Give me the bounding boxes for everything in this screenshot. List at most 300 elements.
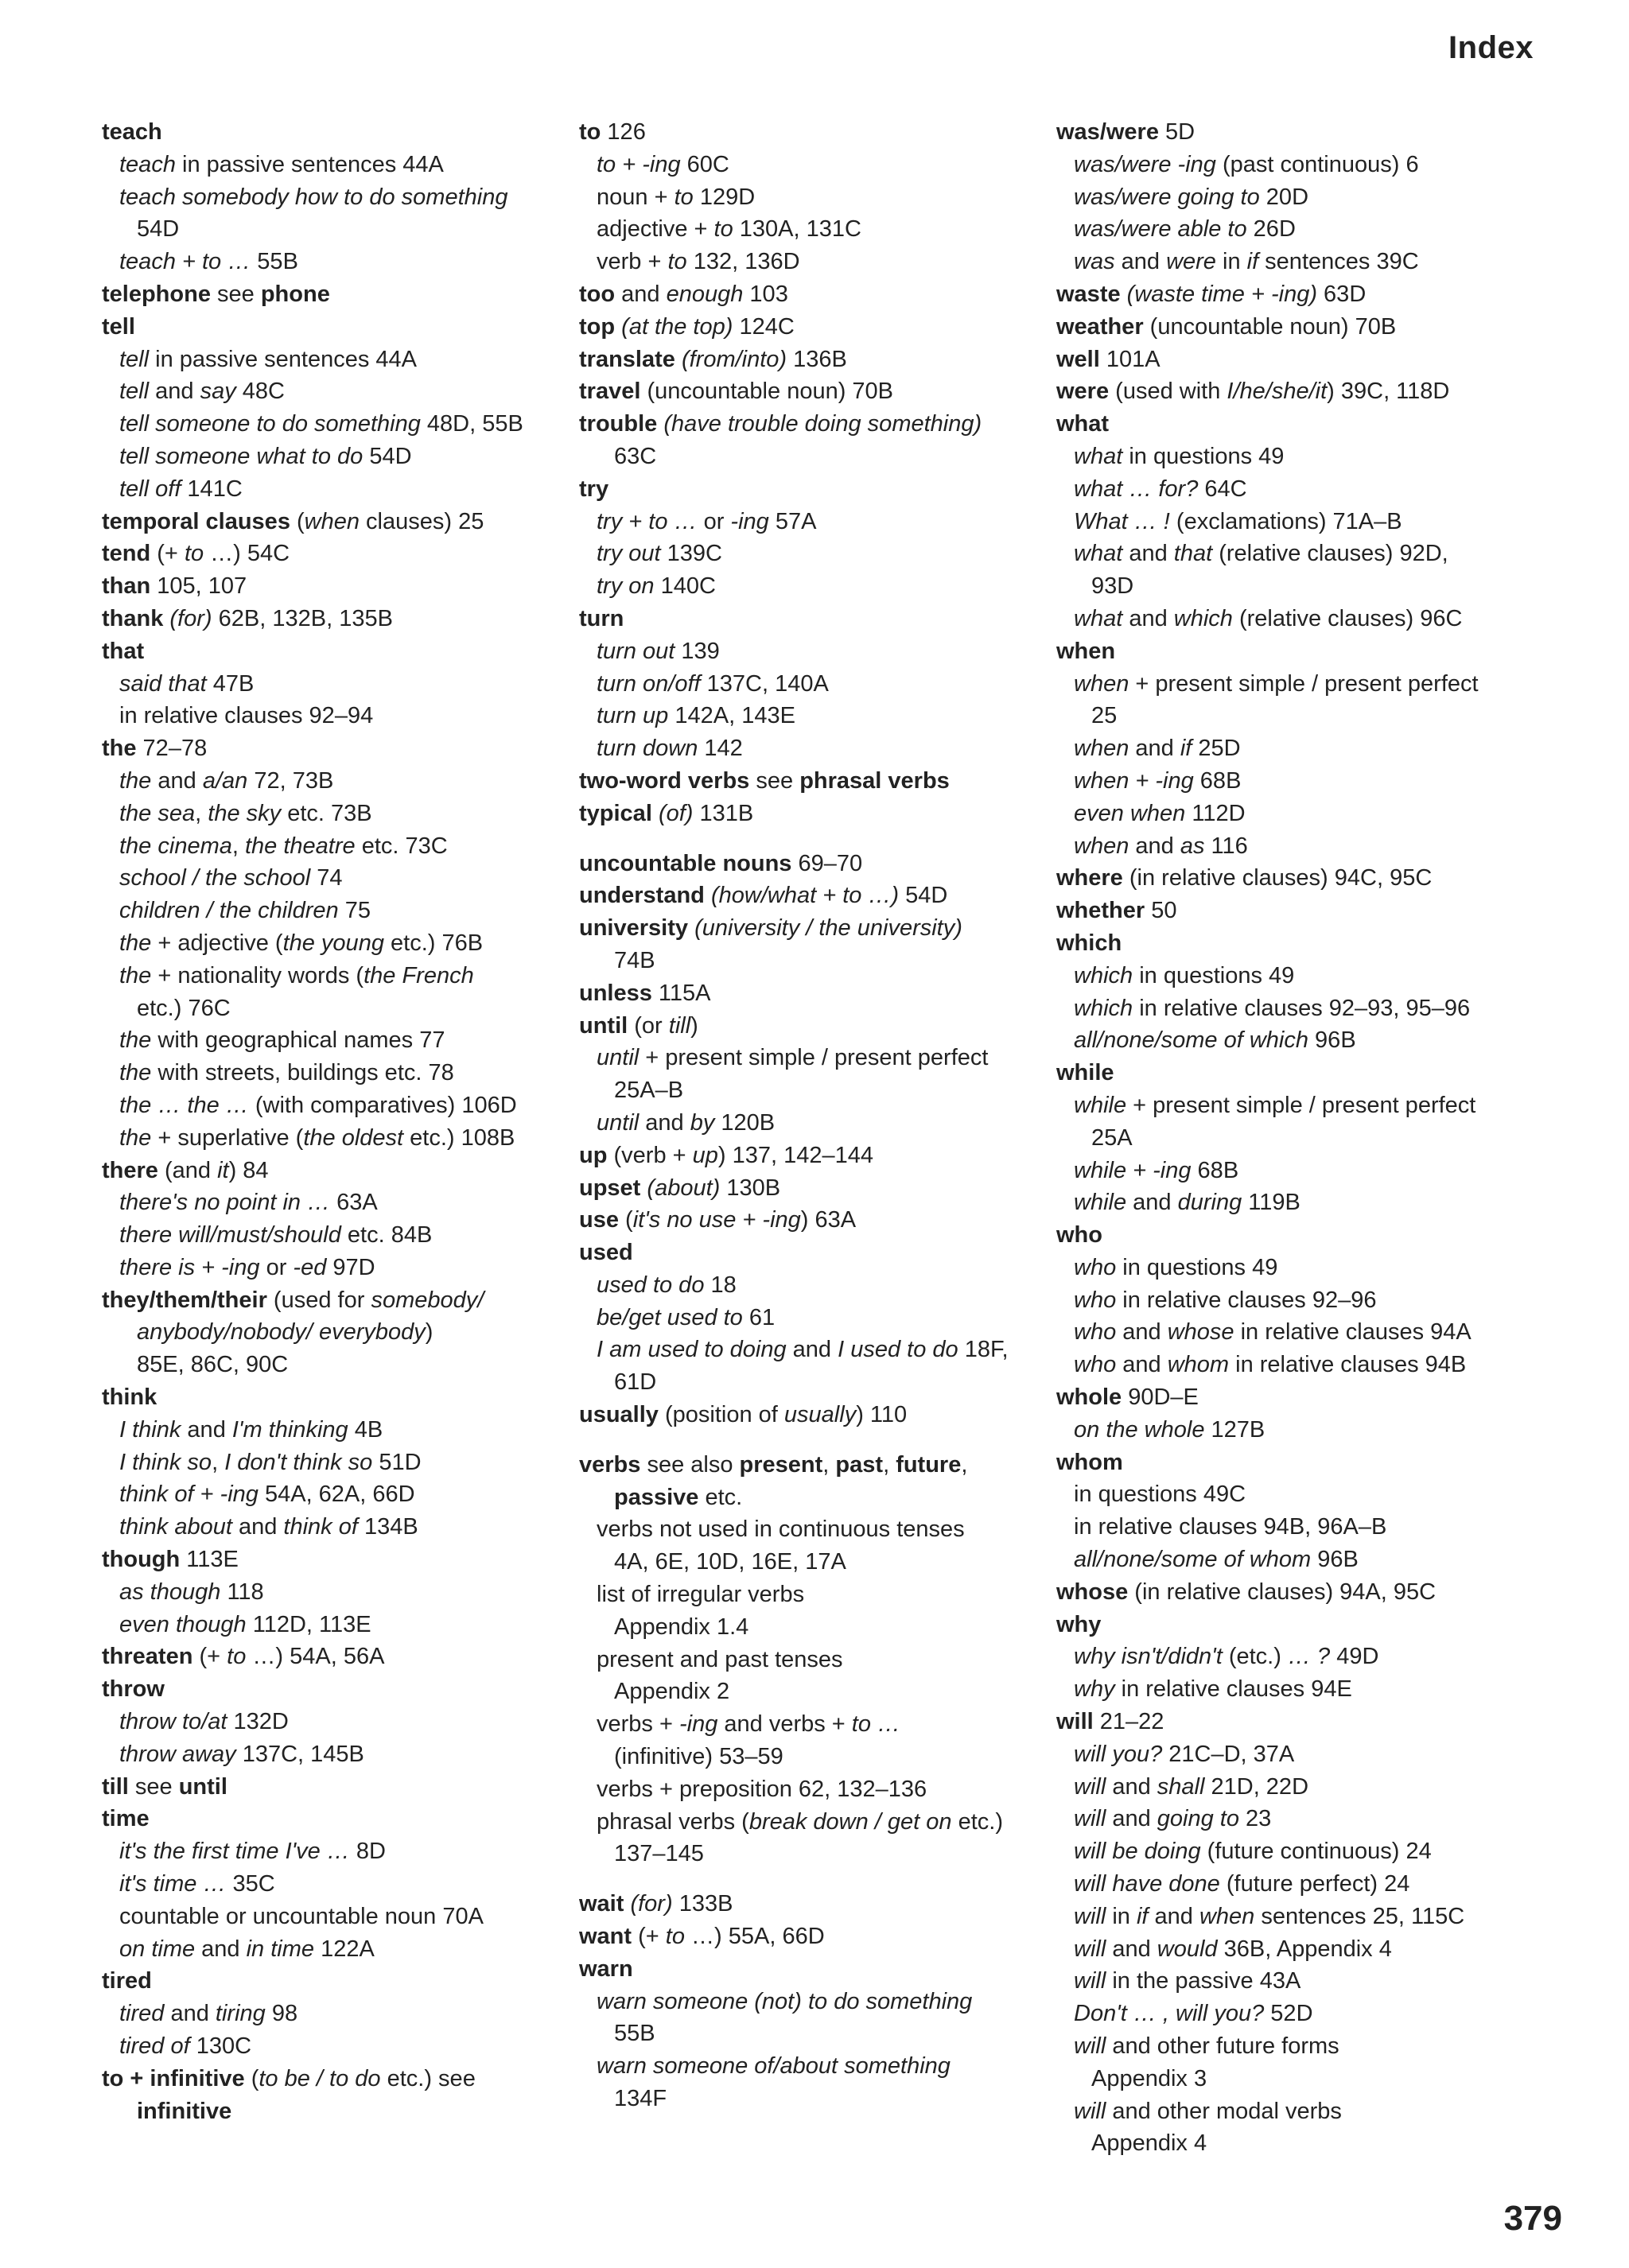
entry-example: during [1177,1190,1242,1216]
entry-text: in relative clauses 92–93, 95–96 [1133,995,1471,1021]
entry-example: think about [119,1514,232,1540]
entry-text: , [822,1451,836,1478]
index-entry [579,977,1040,1010]
entry-term: passive [614,1484,699,1510]
entry-text: + present simple / present perfect [1126,1092,1476,1118]
entry-example: turn out [597,638,675,664]
entry-example: what [1074,443,1123,469]
index-subentry [102,2030,563,2063]
entry-term: until [178,1773,227,1800]
index-entry [1056,344,1534,376]
index-entry [579,603,1040,635]
index-subentry [1056,603,1534,635]
entry-text: 26D [1246,216,1296,243]
entry-text: 134F [614,2086,667,2112]
entry-text: 64C [1198,476,1247,502]
entry-text [652,801,659,826]
index-entry [1056,1381,1534,1414]
entry-term: weather [1056,313,1144,340]
entry-text: see [210,281,261,307]
entry-text: 55B [251,249,298,275]
entry-example: who [1074,1352,1117,1378]
entry-term: than [102,573,151,600]
entry-text [1121,282,1127,307]
entry-example: all/none/some of whom [1074,1547,1312,1573]
index-column-3 [1056,116,1534,2160]
entry-text: 120B [714,1109,776,1136]
entry-text: in relative clauses 94B [1229,1352,1467,1378]
entry-example: I think [119,1416,181,1443]
entry-example: even when [1074,800,1186,826]
entry-text: clauses) 25 [360,508,484,534]
entry-text: 18 [704,1272,737,1298]
entry-text: ) 137, 142–144 [717,1142,874,1168]
entry-term: telephone [102,281,211,307]
entry-text: in questions 49 [1133,962,1295,988]
entry-text [705,883,711,908]
index-entry [1056,278,1534,311]
entry-text: in questions 49C [1074,1482,1246,1508]
entry-example: were [1166,249,1216,275]
entry-term: try [579,476,609,502]
entry-text: (position of [658,1402,784,1428]
entry-term: whom [1056,1449,1123,1475]
index-entry [1056,1057,1534,1089]
index-subentry [579,441,1040,473]
index-subentry [1056,1901,1534,1933]
entry-example: will [1074,1806,1106,1832]
entry-text: with streets, buildings etc. 78 [151,1060,454,1086]
entry-text: 90D–E [1122,1384,1199,1411]
entry-text: (infinitive) 53–59 [614,1744,783,1770]
index-entry [579,408,1040,441]
entry-example: while [1074,1092,1127,1118]
entry-example: will [1074,1773,1106,1800]
entry-term: what [1056,411,1110,437]
index-subentry [102,895,563,927]
entry-term: that [102,638,145,664]
index-subentry [579,1579,1040,1611]
index-subentry [102,246,563,278]
entry-example: was/were -ing [1074,151,1216,177]
entry-example: what [1074,605,1123,631]
entry-text: etc.) [951,1808,1004,1835]
entry-term: phrasal verbs [799,767,950,794]
index-subentry [102,960,563,992]
entry-example: teach somebody how to do something [119,184,508,210]
entry-term: translate [579,346,675,372]
index-subentry [102,1186,563,1219]
entry-term: why [1056,1611,1102,1637]
index-subentry [1056,2030,1534,2063]
entry-text [675,347,682,372]
entry-example: (about) [647,1175,721,1201]
index-entry [102,1284,563,1317]
index-subentry [1056,2063,1534,2095]
entry-example: tell off [119,476,181,502]
entry-text: 5D [1158,119,1196,145]
entry-text: (relative clauses) 92D, [1212,541,1448,567]
entry-example: be/get used to [597,1304,743,1330]
index-entry [579,1237,1040,1269]
entry-text: 130A, 131C [733,216,861,243]
entry-example: -ed [293,1254,327,1280]
entry-example: the [119,1060,152,1086]
entry-text: (uncountable noun) 70B [1143,313,1397,340]
index-subentry [1056,1186,1534,1219]
index-subentry [1056,1673,1534,1706]
entry-text: 85E, 86C, 90C [137,1352,289,1378]
index-subentry [102,830,563,863]
entry-example: was/were able to [1074,216,1247,243]
entry-example: on time [119,1936,196,1962]
index-subentry [579,732,1040,765]
entry-text: 142 [698,736,743,762]
entry-text: 140C [654,573,716,600]
entry-term: the [102,736,137,762]
index-subentry [579,1042,1040,1074]
entry-text: 137C, 140A [700,670,829,697]
entry-text: list of irregular verbs [597,1582,805,1608]
entry-text: ) [425,1319,433,1346]
index-entry [579,912,1040,945]
index-subentry [1056,1771,1534,1804]
entry-example: warn someone of/about something [597,2053,951,2080]
entry-text: and [231,1514,284,1540]
entry-example: try out [597,541,661,567]
index-subentry [102,1316,563,1349]
entry-text: (in relative clauses) 94A, 95C [1128,1579,1437,1605]
index-subentry [579,1366,1040,1399]
entry-text: in relative clauses 94E [1114,1676,1352,1703]
entry-text: 55B [614,2021,655,2047]
entry-example: said that [119,670,207,697]
entry-example: while [1074,1190,1127,1216]
entry-text: 139C [660,541,722,567]
entry-example: which [1074,995,1133,1021]
index-subentry [102,700,563,732]
index-subentry [1056,1835,1534,1868]
entry-example: I think so [119,1449,212,1475]
entry-text: in questions 49 [1116,1254,1278,1280]
entry-text: 122A [314,1936,375,1962]
entry-example: will [1074,1968,1106,1994]
entry-text: 4B [348,1416,383,1443]
index-entry [102,1771,563,1804]
entry-example: in time [246,1936,315,1962]
index-subentry [102,344,563,376]
index-entry [1056,895,1534,927]
index-subentry [1056,992,1534,1025]
index-entry [579,1953,1040,1986]
index-subentry [1056,1933,1534,1966]
entry-text: in [1106,1903,1137,1929]
entry-text: in relative clauses 94B, 96A–B [1074,1514,1387,1540]
index-subentry [102,1901,563,1933]
index-subentry [579,1676,1040,1708]
entry-text: ) 110 [856,1402,908,1428]
index-entry [102,1965,563,1998]
index-entry [579,1888,1040,1920]
section-gap [579,830,1040,848]
index-subentry [579,570,1040,603]
index-subentry [579,538,1040,570]
entry-text: (uncountable noun) 70B [640,379,894,405]
entry-term: teach [102,119,162,145]
entry-example: tell someone what to do [119,443,364,469]
entry-text: and [1129,736,1180,762]
entry-term: phone [260,281,330,307]
entry-term: university [579,915,688,942]
entry-example: it [217,1157,229,1183]
index-entry [102,506,563,538]
index-subentry [102,1609,563,1641]
page-title: Index [1448,30,1534,65]
entry-example: the [119,767,152,794]
entry-text: phrasal verbs ( [597,1808,749,1835]
entry-example: if [1246,249,1259,275]
index-subentry [579,1513,1040,1546]
index-subentry [1056,1349,1534,1381]
index-subentry [579,1986,1040,2018]
entry-example: try + to … [597,508,698,534]
entry-text: 57A [768,508,817,534]
entry-example: the oldest [303,1124,404,1151]
entry-example: when + -ing [1074,767,1194,794]
entry-text: 20D [1259,184,1309,210]
entry-text: (or [628,1012,669,1039]
index-subentry [102,798,563,830]
entry-text: 75 [338,898,371,924]
entry-text: ( [290,508,305,534]
entry-example: (of) [658,800,694,826]
index-subentry [102,1349,563,1381]
entry-example: there is + -ing [119,1254,260,1280]
entry-example: to [227,1644,247,1670]
entry-example: (from/into) [681,346,787,372]
entry-text: 4A, 6E, 10D, 16E, 17A [614,1549,846,1575]
index-subentry [579,945,1040,977]
entry-example: to [667,249,687,275]
entry-example: to [665,1924,685,1950]
entry-example: the French [364,962,474,988]
entry-text: etc. 84B [340,1222,433,1249]
entry-text: see [749,767,800,794]
entry-term: trouble [579,411,658,437]
entry-example: (waste time + -ing) [1126,281,1317,307]
index-subentry [1056,1641,1534,1673]
entry-example: (for) [630,1891,673,1917]
entry-example: will [1074,2098,1106,2124]
entry-text: etc. 73C [355,833,448,859]
entry-term: temporal clauses [102,508,290,534]
entry-text: etc. [698,1484,743,1510]
entry-text: 96B [1308,1027,1356,1054]
index-subentry [1056,1868,1534,1901]
index-subentry [1056,441,1534,473]
entry-term: warn [579,1955,633,1982]
index-subentry [102,441,563,473]
entry-text: ) [690,1012,698,1039]
index-subentry [579,2018,1040,2050]
entry-text: , [212,1449,225,1475]
entry-example: until [597,1109,640,1136]
entry-term: think [102,1384,157,1411]
index-subentry [102,1089,563,1122]
entry-term: use [579,1207,619,1233]
entry-term: who [1056,1222,1102,1249]
entry-text: 132, 136D [686,249,800,275]
entry-text: 63C [614,443,657,469]
entry-example: I'm thinking [231,1416,348,1443]
entry-text: 50 [1145,898,1177,924]
section-gap [579,1870,1040,1888]
index-entry [579,375,1040,408]
index-entry [579,798,1040,830]
entry-text: 54D [899,883,948,909]
entry-term: unless [579,980,652,1006]
entry-text: 48D, 55B [420,411,523,437]
index-subentry [102,1057,563,1089]
index-entry [579,116,1040,149]
index-subentry [102,1738,563,1771]
entry-text: in [1215,249,1247,275]
entry-example: shall [1157,1773,1205,1800]
entry-text: and verbs + [717,1711,852,1738]
entry-text: 21–22 [1093,1709,1164,1735]
index-entry [102,1544,563,1576]
entry-text: (verb + [607,1142,693,1168]
entry-text: 93D [1091,573,1134,600]
index-subentry [579,1269,1040,1302]
entry-text: sentences 39C [1258,249,1419,275]
index-subentry [1056,2127,1534,2160]
entry-text: 142A, 143E [668,703,795,729]
entry-text: adjective + [597,216,714,243]
entry-example: while + -ing [1074,1157,1192,1183]
entry-example: the theatre [244,833,356,859]
index-entry [1056,1447,1534,1479]
index-entry [1056,408,1534,441]
entry-example: to [713,216,733,243]
entry-example: throw away [119,1741,236,1767]
index-subentry [102,181,563,214]
entry-text: ( [244,2065,259,2091]
entry-example: the cinema [119,833,232,859]
index-subentry [102,1478,563,1511]
entry-example: whom [1167,1352,1230,1378]
entry-text: 130B [720,1175,781,1201]
entry-text: (with comparatives) 106D [248,1092,517,1118]
entry-text: (etc.) [1222,1644,1288,1670]
entry-term: to [579,119,601,145]
entry-example: usually [783,1402,857,1428]
entry-text: 54D [363,443,412,469]
entry-text: 112D, 113E [246,1611,371,1637]
entry-text: (future perfect) 24 [1219,1871,1410,1897]
entry-text: 61D [614,1369,657,1396]
entry-text: 35C [226,1871,275,1897]
entry-example: say [200,379,236,405]
entry-example: as [1180,833,1205,859]
entry-text: Appendix 2 [614,1679,730,1705]
index-entry [102,116,563,149]
entry-example: when [1074,736,1129,762]
entry-text: 72–78 [136,736,208,762]
entry-example: will you? [1074,1741,1163,1767]
entry-term: there [102,1157,158,1183]
entry-text: countable or uncountable noun 70A [119,1903,484,1929]
entry-text: 47B [206,670,255,697]
entry-text: 127B [1204,1416,1265,1443]
index-subentry [102,1024,563,1057]
index-entry [579,344,1040,376]
entry-example: … ? [1287,1644,1331,1670]
entry-example: to be / to do [259,2065,381,2091]
index-subentry [102,1252,563,1284]
entry-text: (+ [632,1924,666,1950]
index-column-2 [579,116,1040,2115]
entry-text: 8D [349,1839,386,1865]
entry-example: going to [1157,1806,1239,1832]
entry-text: in relative clauses 92–96 [1116,1287,1377,1313]
entry-example: who [1074,1319,1117,1346]
entry-term: while [1056,1060,1114,1086]
entry-text: 98 [265,2001,298,2027]
index-column-1 [102,116,563,2127]
index-subentry [1056,2095,1534,2128]
index-entry [579,880,1040,912]
entry-example: to [184,541,204,567]
index-entry [579,311,1040,344]
entry-text: and [164,2001,216,2027]
entry-example: which [1173,605,1233,631]
index-subentry [1056,668,1534,701]
entry-text: 118 [220,1579,264,1605]
entry-term: two-word verbs [579,767,750,794]
entry-text: and [149,379,200,405]
entry-term: were [1056,379,1110,405]
index-subentry [102,1219,563,1252]
index-subentry [579,246,1040,278]
entry-term: future [896,1451,962,1478]
entry-text [615,314,621,340]
entry-example: it's no use + -ing [632,1207,801,1233]
entry-text: 131B [693,800,754,826]
entry-example: the [119,962,152,988]
entry-term: whether [1056,898,1145,924]
index-subentry [579,1334,1040,1366]
index-entry [579,1449,1040,1482]
entry-example: (how/what + to …) [710,883,900,909]
entry-example: (university / the university) [694,915,962,942]
entry-text: …) 54A, 56A [246,1644,385,1670]
entry-text: and [1106,1773,1157,1800]
entry-example: enough [666,281,744,307]
index-subentry [102,1998,563,2030]
entry-text: 112D [1185,800,1246,826]
entry-term: used [579,1240,633,1266]
entry-text: or [259,1254,294,1280]
entry-text: ) 39C, 118D [1327,379,1450,405]
entry-example: to … [851,1711,901,1738]
index-subentry [102,862,563,895]
entry-example: it's time … [119,1871,227,1897]
entry-text: 60C [680,151,729,177]
entry-text: 51D [372,1449,422,1475]
entry-text: 119B [1242,1190,1300,1216]
index-entry [1056,116,1534,149]
